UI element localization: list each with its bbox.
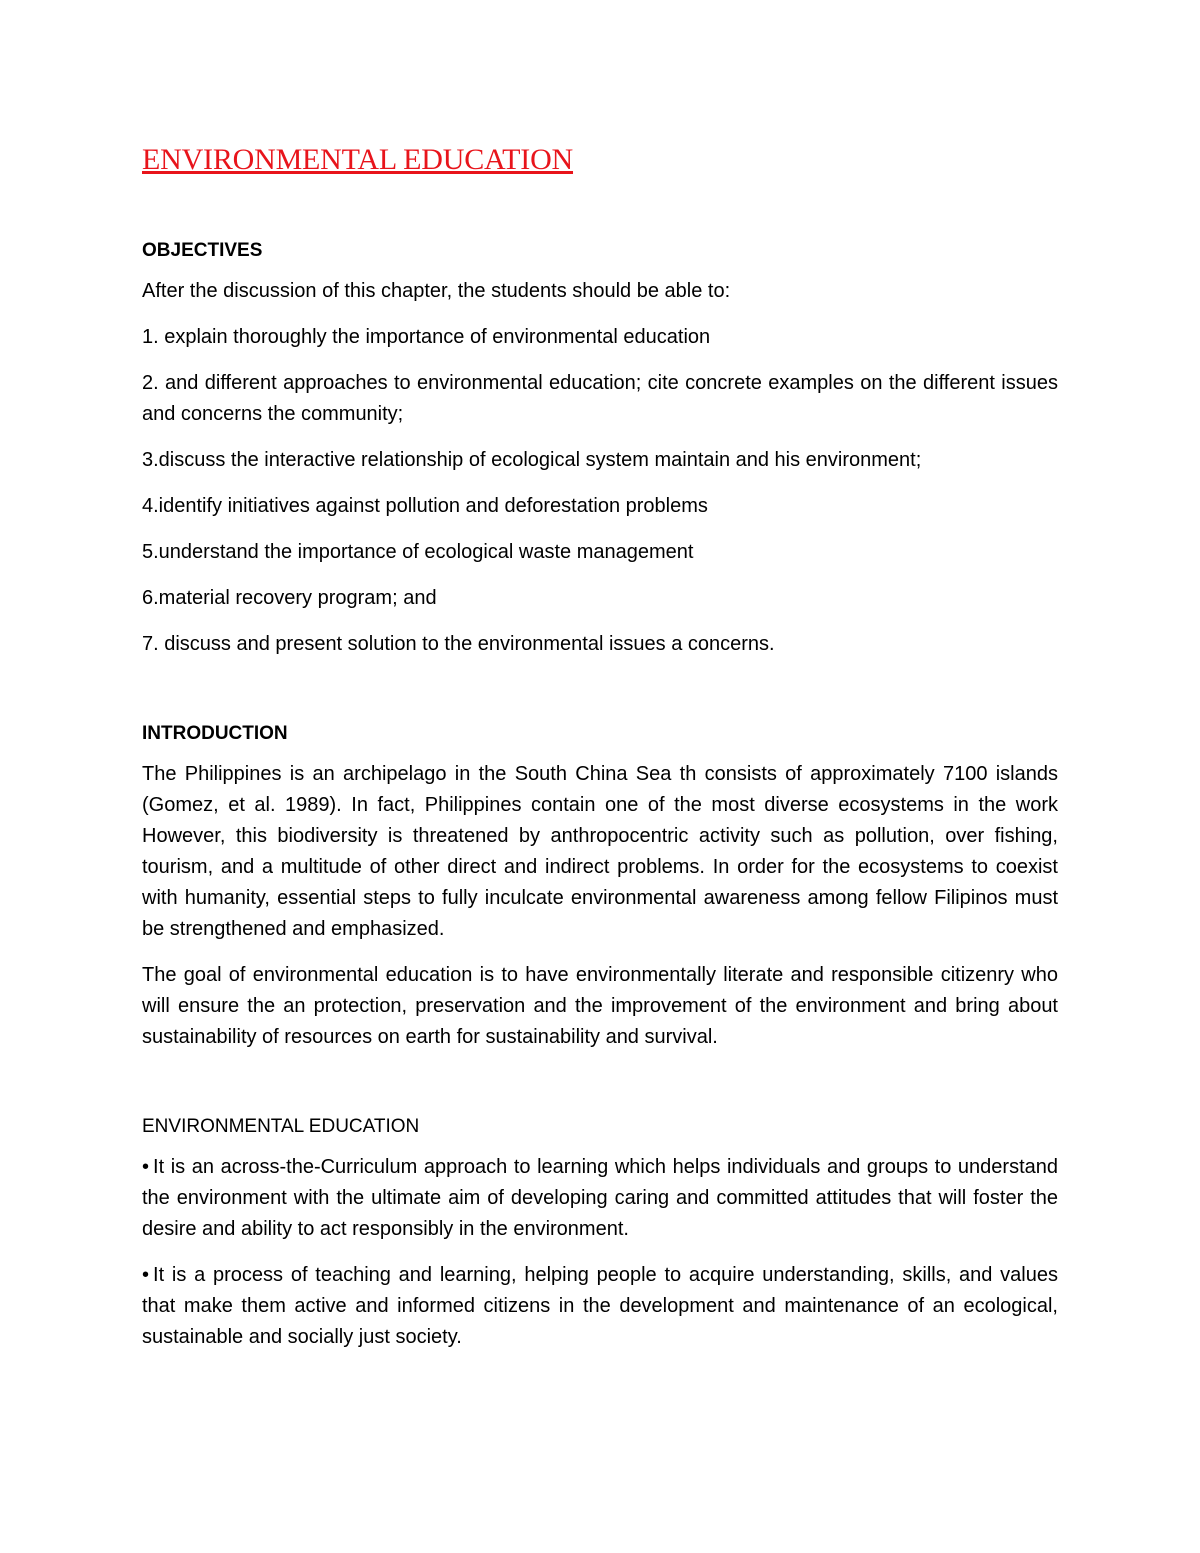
document-page (142, 140, 1058, 1368)
objective-item: 6.material recovery program; and (142, 587, 437, 609)
environmental-education-heading: ENVIRONMENTAL EDUCATION (142, 1116, 420, 1137)
objective-item: 7. discuss and present solution to the environmental issues a concerns. (142, 633, 775, 655)
bullet-text: It is a process of teaching and learning, helping people to acquire understanding, skills, and values that make them active and informed citizens in the development and maintenance of an ecological, sustainable and socially just society. (142, 1264, 1058, 1348)
introduction-paragraph: The goal of environmental education is to have environmentally literate and responsible citizenry who will ensure the an protection, preservation and the improvement of the environment and bring about sustainability of resources on earth for sustainability and survival. (142, 964, 1058, 1048)
bullet-text: It is an across-the-Curriculum approach to learning which helps individuals and groups to understand the environment with the ultimate aim of developing caring and committed attitudes that will foster the desire and ability to act responsibly in the environment. (142, 1156, 1058, 1240)
objective-item: 2. and different approaches to environmental education; cite concrete examples on the different issues and concerns the community; (142, 372, 1058, 425)
section-spacer (142, 675, 1058, 721)
bullet-item (142, 1152, 1058, 1245)
objective-item: 4.identify initiatives against pollution and deforestation problems (142, 495, 708, 517)
document-title: ENVIRONMENTAL EDUCATION (142, 143, 574, 176)
section-spacer (142, 1068, 1058, 1114)
bullet-icon: • (142, 1264, 150, 1286)
objectives-intro: After the discussion of this chapter, the students should be able to: (142, 280, 731, 302)
bullet-item (142, 1260, 1058, 1353)
environmental-education-section (142, 1114, 1058, 1353)
introduction-section (142, 721, 1058, 1053)
objective-item: 3.discuss the interactive relationship of ecological system maintain and his environment; (142, 449, 922, 471)
bullet-icon: • (142, 1156, 150, 1178)
objectives-list (142, 322, 1058, 660)
objective-item: 5.understand the importance of ecological waste management (142, 541, 694, 563)
introduction-heading: INTRODUCTION (142, 723, 288, 744)
objectives-section (142, 238, 1058, 660)
objectives-heading: OBJECTIVES (142, 240, 263, 261)
introduction-paragraph: The Philippines is an archipelago in the South China Sea th consists of approximately 7100 islands (Gomez, et al. 1989). In fact, Philippines contain one of the most diverse ecosystems in the work However, this biodiversity is threatened by anthropocentric activity such as pollution, over fishing, tourism, and a multitude of other direct and indirect problems. In order for the ecosystems to coexist with humanity, essential steps to fully inculcate environmental awareness among fellow Filipinos must be strengthened and emphasized. (142, 763, 1058, 940)
objective-item: 1. explain thoroughly the importance of environmental education (142, 326, 711, 348)
